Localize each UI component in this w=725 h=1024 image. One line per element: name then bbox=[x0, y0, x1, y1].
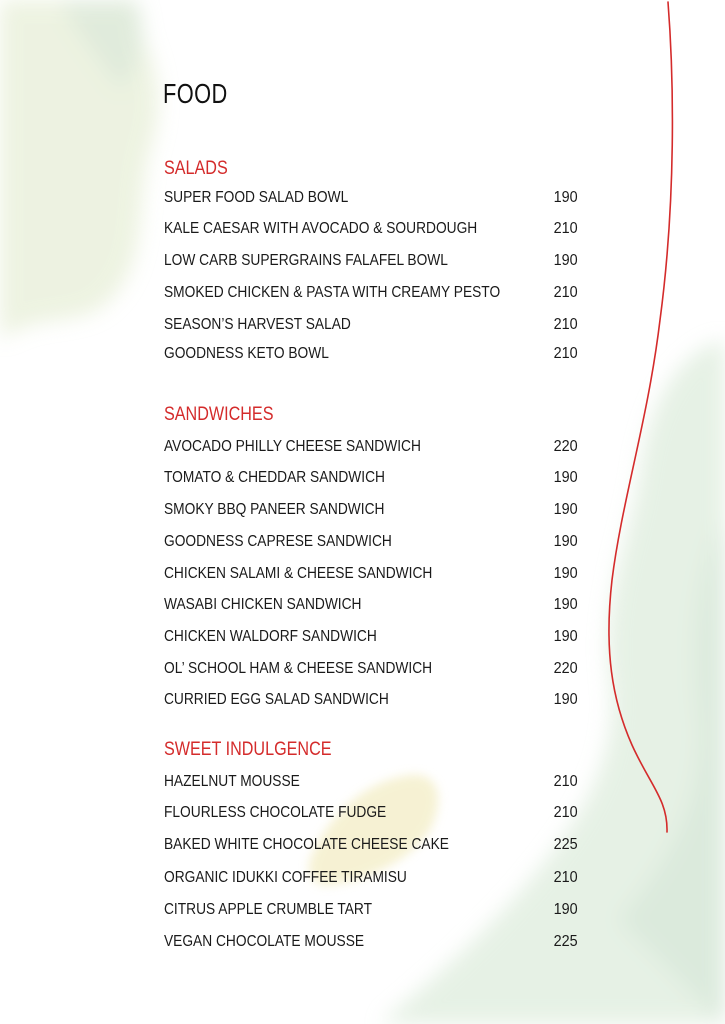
item-name: OL’ SCHOOL HAM & CHEESE SANDWICH bbox=[164, 660, 433, 677]
item-name: SUPER FOOD SALAD BOWL bbox=[164, 189, 349, 206]
menu-item bbox=[164, 316, 578, 338]
item-price: 190 bbox=[553, 252, 578, 269]
item-name: LOW CARB SUPERGRAINS FALAFEL BOWL bbox=[164, 252, 448, 269]
menu-item bbox=[164, 773, 578, 795]
item-price: 190 bbox=[553, 501, 578, 518]
item-price: 190 bbox=[553, 533, 578, 550]
item-name: TOMATO & CHEDDAR SANDWICH bbox=[164, 469, 385, 486]
menu-item bbox=[164, 533, 578, 555]
menu-item bbox=[164, 345, 578, 367]
item-name: ORGANIC IDUKKI COFFEE TIRAMISU bbox=[164, 869, 407, 886]
item-name: FLOURLESS CHOCOLATE FUDGE bbox=[164, 804, 387, 821]
menu-item bbox=[164, 804, 578, 826]
item-name: CITRUS APPLE CRUMBLE TART bbox=[164, 901, 372, 918]
item-price: 225 bbox=[553, 836, 578, 853]
item-price: 210 bbox=[553, 869, 578, 886]
item-price: 210 bbox=[553, 316, 578, 333]
item-name: SMOKY BBQ PANEER SANDWICH bbox=[164, 501, 385, 518]
menu-item bbox=[164, 438, 578, 460]
page-title: FOOD bbox=[163, 78, 228, 109]
item-price: 190 bbox=[553, 596, 578, 613]
menu-item bbox=[164, 691, 578, 713]
menu-item bbox=[164, 189, 578, 211]
item-name: BAKED WHITE CHOCOLATE CHEESE CAKE bbox=[164, 836, 449, 853]
menu-item bbox=[164, 596, 578, 618]
item-price: 210 bbox=[553, 220, 578, 237]
item-name: HAZELNUT MOUSSE bbox=[164, 773, 300, 790]
item-name: SMOKED CHICKEN & PASTA WITH CREAMY PESTO bbox=[164, 284, 501, 301]
item-price: 190 bbox=[553, 565, 578, 582]
item-name: AVOCADO PHILLY CHEESE SANDWICH bbox=[164, 438, 421, 455]
menu-item bbox=[164, 933, 578, 955]
item-name: WASABI CHICKEN SANDWICH bbox=[164, 596, 362, 613]
item-name: CHICKEN WALDORF SANDWICH bbox=[164, 628, 377, 645]
item-price: 220 bbox=[553, 660, 578, 677]
item-name: GOODNESS KETO BOWL bbox=[164, 345, 329, 362]
menu-item bbox=[164, 869, 578, 891]
item-name: SEASON’S HARVEST SALAD bbox=[164, 316, 351, 333]
menu-item bbox=[164, 836, 578, 858]
section-heading-sandwiches: SANDWICHES bbox=[164, 404, 274, 425]
item-price: 190 bbox=[553, 691, 578, 708]
item-price: 210 bbox=[553, 345, 578, 362]
item-name: GOODNESS CAPRESE SANDWICH bbox=[164, 533, 392, 550]
item-price: 220 bbox=[553, 438, 578, 455]
item-price: 210 bbox=[553, 773, 578, 790]
item-price: 225 bbox=[553, 933, 578, 950]
menu-item bbox=[164, 565, 578, 587]
item-price: 210 bbox=[553, 284, 578, 301]
item-price: 210 bbox=[553, 804, 578, 821]
section-heading-salads: SALADS bbox=[164, 158, 228, 179]
menu-item bbox=[164, 252, 578, 274]
item-name: KALE CAESAR WITH AVOCADO & SOURDOUGH bbox=[164, 220, 478, 237]
section-heading-sweet-indulgence: SWEET INDULGENCE bbox=[164, 739, 332, 760]
item-price: 190 bbox=[553, 628, 578, 645]
menu-item bbox=[164, 220, 578, 242]
menu-item bbox=[164, 628, 578, 650]
menu-item bbox=[164, 660, 578, 682]
item-name: CURRIED EGG SALAD SANDWICH bbox=[164, 691, 389, 708]
item-price: 190 bbox=[553, 901, 578, 918]
item-price: 190 bbox=[553, 189, 578, 206]
menu-item bbox=[164, 501, 578, 523]
menu-item bbox=[164, 284, 578, 306]
menu-item bbox=[164, 469, 578, 491]
item-name: CHICKEN SALAMI & CHEESE SANDWICH bbox=[164, 565, 433, 582]
item-price: 190 bbox=[553, 469, 578, 486]
menu-item bbox=[164, 901, 578, 923]
item-name: VEGAN CHOCOLATE MOUSSE bbox=[164, 933, 365, 950]
